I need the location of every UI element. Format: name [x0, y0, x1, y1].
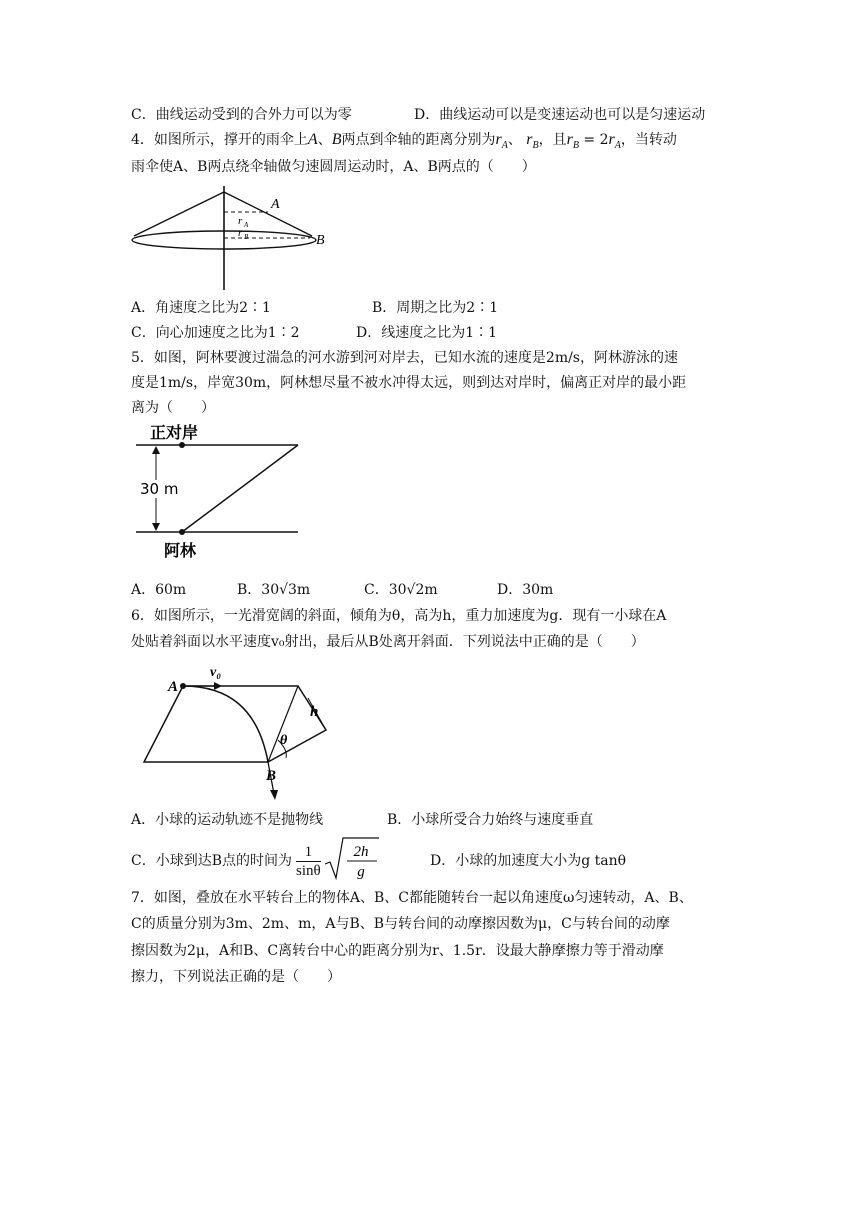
q4-option-c: C．向心加速度之比为1∶2	[131, 325, 300, 341]
q5-option-a: A．60m	[131, 582, 187, 598]
river-label-opposite-bank: 正对岸	[150, 423, 199, 442]
q3-option-d: D．曲线运动可以是变速运动也可以是匀速运动	[414, 107, 706, 123]
q7-text-line4: 擦力，下列说法正确的是（ ）	[131, 969, 341, 985]
q5-text-line2: 度是1m/s，岸宽30m，阿林想尽量不被水冲得太远，则到达对岸时，偏离正对岸的最小距	[131, 375, 687, 391]
q4-option-d: D．线速度之比为1∶1	[356, 325, 498, 341]
umbrella-label-rb: r	[238, 227, 243, 239]
umbrella-label-rb-sub: B	[244, 233, 249, 241]
q5-text-line3: 离为（ ）	[131, 400, 215, 416]
umbrella-figure	[128, 186, 338, 294]
q6-option-b: B．小球所受合力始终与速度垂直	[387, 812, 594, 828]
umbrella-label-b: B	[316, 233, 325, 248]
sqrt-numerator: 2h	[353, 843, 369, 860]
q6-text-line1: 6．如图所示，一光滑宽阔的斜面，倾角为θ，高为h，重力加速度为g．现有一小球在A	[131, 608, 667, 624]
q5-option-b: B．30√3m	[237, 582, 311, 598]
umbrella-label-ra-sub: A	[244, 221, 249, 229]
q6-option-c: C．小球到达B点的时间为 $\frac{1}{\sin\theta}$ 2h g	[131, 836, 381, 886]
river-label-alin: 阿林	[164, 541, 197, 560]
incline-label-a: A	[168, 679, 179, 695]
umbrella-label-ra: r	[238, 215, 243, 227]
q5-option-c: C．30√2m	[364, 582, 438, 598]
incline-label-theta: θ	[280, 733, 288, 748]
q6-option-d: D．小球的加速度大小为g tanθ	[430, 853, 627, 869]
q7-text-line2: C的质量分别为3m、2m、m，A与B、B与转台间的动摩擦因数为μ，C与转台间的动摩	[131, 916, 670, 932]
incline-figure	[128, 658, 338, 808]
q4-text-line2: 雨伞使A、B两点绕伞轴做匀速圆周运动时，A、B两点的（ ）	[131, 159, 536, 175]
sqrt-symbol	[323, 834, 381, 882]
q6-text-line2: 处贴着斜面以水平速度v₀射出，最后从B处离开斜面．下列说法中正确的是（ ）	[131, 634, 645, 650]
q4-text-line1: 4．如图所示，撑开的雨伞上A、B两点到伞轴的距离分别为$r_A$、 $r_B$，且$r_B = 2r_A$，当转动	[131, 131, 677, 152]
incline-label-h: h	[310, 704, 319, 720]
q3-option-c: C．曲线运动受到的合外力可以为零	[131, 107, 352, 123]
river-figure	[128, 420, 308, 565]
sqrt-denominator: g	[356, 863, 365, 880]
incline-label-b: B	[266, 768, 277, 784]
umbrella-label-a: A	[271, 197, 280, 212]
river-width-label: 30 m	[140, 480, 179, 498]
q4-option-b: B．周期之比为2∶1	[372, 300, 499, 316]
incline-label-v0: v₀	[210, 665, 222, 680]
q5-text-line1: 5．如图，阿林要渡过湍急的河水游到河对岸去，已知水流的速度是2m/s，阿林游泳的速	[131, 350, 678, 366]
q4-option-a: A．角速度之比为2∶1	[131, 300, 271, 316]
q7-text-line3: 擦因数为2μ，A和B、C离转台中心的距离分别为r、1.5r．设最大静摩擦力等于滑动摩	[131, 943, 664, 959]
q5-option-d: D．30m	[497, 582, 554, 598]
q7-text-line1: 7．如图，叠放在水平转台上的物体A、B、C都能随转台一起以角速度ω匀速转动，A、B、	[131, 890, 693, 906]
q6-option-a: A．小球的运动轨迹不是抛物线	[131, 812, 324, 828]
